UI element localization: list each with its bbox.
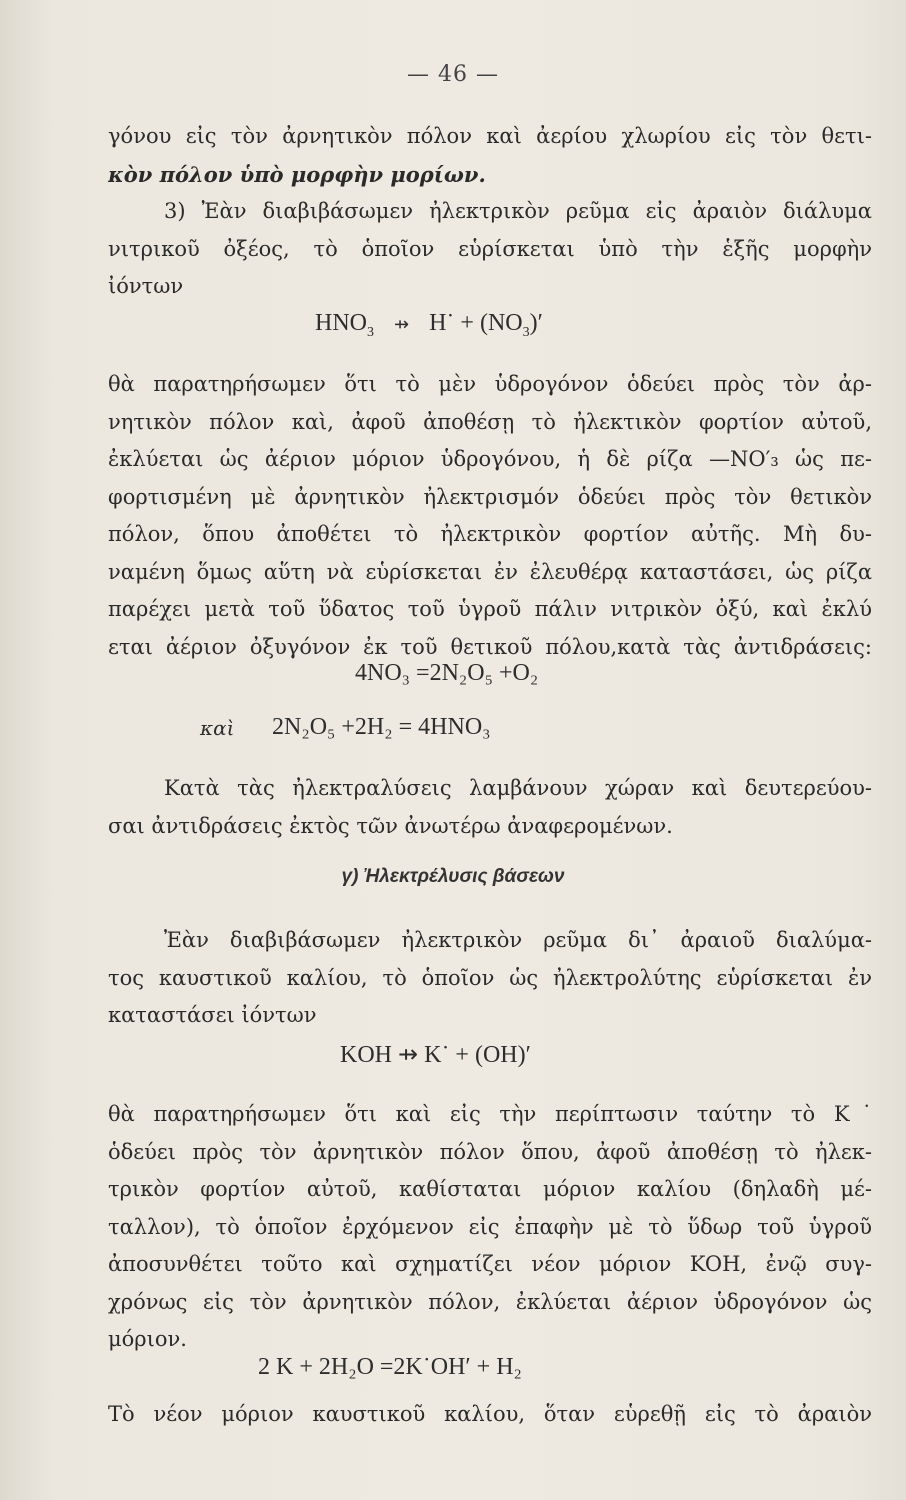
text-line: ὁδεύει πρὸς τὸν ἀρνητικὸν πόλον ὅπου, ἀφοῦ ἀποθέσῃ τὸ ἠλεκ- (108, 1139, 872, 1164)
text-line: παρέχει μετὰ τοῦ ὕδατος τοῦ ὑγροῦ πάλιν νιτρικὸν ὀξύ, καὶ ἐκλύ (108, 597, 872, 621)
text-line: κὸν πόλον ὑπὸ μορφὴν μορίων. (108, 161, 486, 187)
text-line: νητικὸν πόλον καὶ, ἀφοῦ ἀποθέσῃ τὸ ἠλεκτικὸν φορτίον αὐτοῦ, (108, 409, 872, 434)
eq-sub: 3 (522, 324, 530, 340)
text-line: ταλλον), τὸ ὁποῖον ἐρχόμενον εἰς ἐπαφὴν μὲ τὸ ὕδωρ τοῦ ὑγροῦ (108, 1214, 872, 1239)
equation-prefix: καὶ (200, 716, 235, 740)
text-line: ἰόντων (108, 274, 184, 298)
page-number: — 46 — (407, 62, 499, 87)
text-line: πόλον, ὅπου ἀποθέτει τὸ ἠλεκτρικὸν φορτίον αὐτῆς. Μὴ δυ- (108, 522, 872, 546)
text-line: Κατὰ τὰς ἠλεκτραλύσεις λαμβάνουν χώραν καὶ δευτερεύου- (164, 776, 872, 800)
text-line: χρόνως εἰς τὸν ἀρνητικὸν πόλον, ἐκλύεται ἀέριον ὑδρογόνον ὡς (108, 1289, 872, 1314)
paragraph-secondary-reactions (108, 770, 872, 845)
text-line: φορτισμένη μὲ ἀρνητικὸν ἠλεκτρισμόν ὁδεύει πρὸς τὸν θετικὸν (108, 484, 872, 509)
eq-term: HNO (315, 310, 367, 336)
equation-hno3-formation: 2N₂O₅ +2H₂ = 4HNO₃ (272, 714, 491, 740)
text-line: εται ἀέριον ὀξυγόνον ἐκ τοῦ θετικοῦ πόλου,κατὰ τὰς ἀντιδράσεις: (108, 634, 872, 659)
equation-koh-ionization: KOH ⇸ K˙ + (OH)′ (340, 1042, 531, 1068)
section-heading: γ) Ἠλεκτρέλυσις βάσεων (341, 866, 565, 887)
reversible-arrow-icon: ⇸ (394, 314, 410, 334)
text-line: μόριον. (108, 1327, 187, 1351)
paragraph-nitric-electrolysis (108, 366, 872, 666)
text-line: νιτρικοῦ ὀξέος, τὸ ὁποῖον εὑρίσκεται ὑπὸ τὴν ἑξῆς μορφὴν (108, 236, 872, 261)
text-line: ναμένη ὅμως αὕτη νὰ εὑρίσκεται ἐν ἐλευθέρᾳ καταστάσει, ὡς ρίζα (108, 559, 872, 584)
text-line: θὰ παρατηρήσωμεν ὅτι καὶ εἰς τὴν περίπτωσιν ταύτην τὸ K˙ (108, 1102, 872, 1126)
text-line: γόνου εἰς τὸν ἀρνητικὸν πόλον καὶ ἀερίου χλωρίου εἰς τὸν θετι- (108, 124, 872, 148)
equation-potassium-water: 2 K + 2H₂O =2K˙OH′ + H₂ (258, 1354, 522, 1380)
text-line: ἀποσυνθέτει τοῦτο καὶ σχηματίζει νέον μόριον KOH, ἐνῷ συγ- (108, 1252, 872, 1276)
equation-no3-decomposition: 4NO₃ =2N₂O₅ +O₂ (355, 660, 539, 686)
eq-sub: 3 (367, 324, 374, 340)
text-line: καταστάσει ἰόντων (108, 1003, 317, 1027)
paragraph-potassium (108, 1096, 872, 1359)
text-line: Τὸ νέον μόριον καυστικοῦ καλίου, ὅταν εὑρεθῇ εἰς τὸ ἀραιὸν (108, 1402, 872, 1426)
text-line: θὰ παρατηρήσωμεν ὅτι τὸ μὲν ὑδρογόνον ὁδεύει πρὸς τὸν ἀρ- (108, 372, 872, 396)
text-line: τρικὸν φορτίον αὐτοῦ, καθίσταται μόριον καλίου (δηλαδὴ μέ- (108, 1177, 872, 1201)
text-line: Ἐὰν διαβιβάσωμεν ἠλεκτρικὸν ρεῦμα δι᾽ ἀραιοῦ διαλύμα- (164, 928, 872, 952)
paragraph-koh-intro (108, 922, 872, 1035)
paragraph-caustic-potash (108, 1396, 872, 1434)
equation-hno3-ionization (315, 310, 543, 341)
eq-term: H˙ + (NO (429, 310, 523, 336)
text-line: σαι ἀντιδράσεις ἐκτὸς τῶν ἀνωτέρω ἀναφερομένων. (108, 813, 673, 838)
eq-term: )′ (529, 310, 543, 336)
text-line: τος καυστικοῦ καλίου, τὸ ὁποῖον ὡς ἠλεκτρολύτης εὑρίσκεται ἐν (108, 965, 872, 990)
paragraph-chlorine-end (108, 118, 872, 306)
text-line: ἐκλύεται ὡς ἀέριον μόριον ὑδρογόνου, ἡ δὲ ρίζα —NO′₃ ὡς πε- (108, 447, 872, 471)
text-line: 3) Ἐὰν διαβιβάσωμεν ἠλεκτρικὸν ρεῦμα εἰς ἀραιὸν διάλυμα (164, 199, 872, 223)
